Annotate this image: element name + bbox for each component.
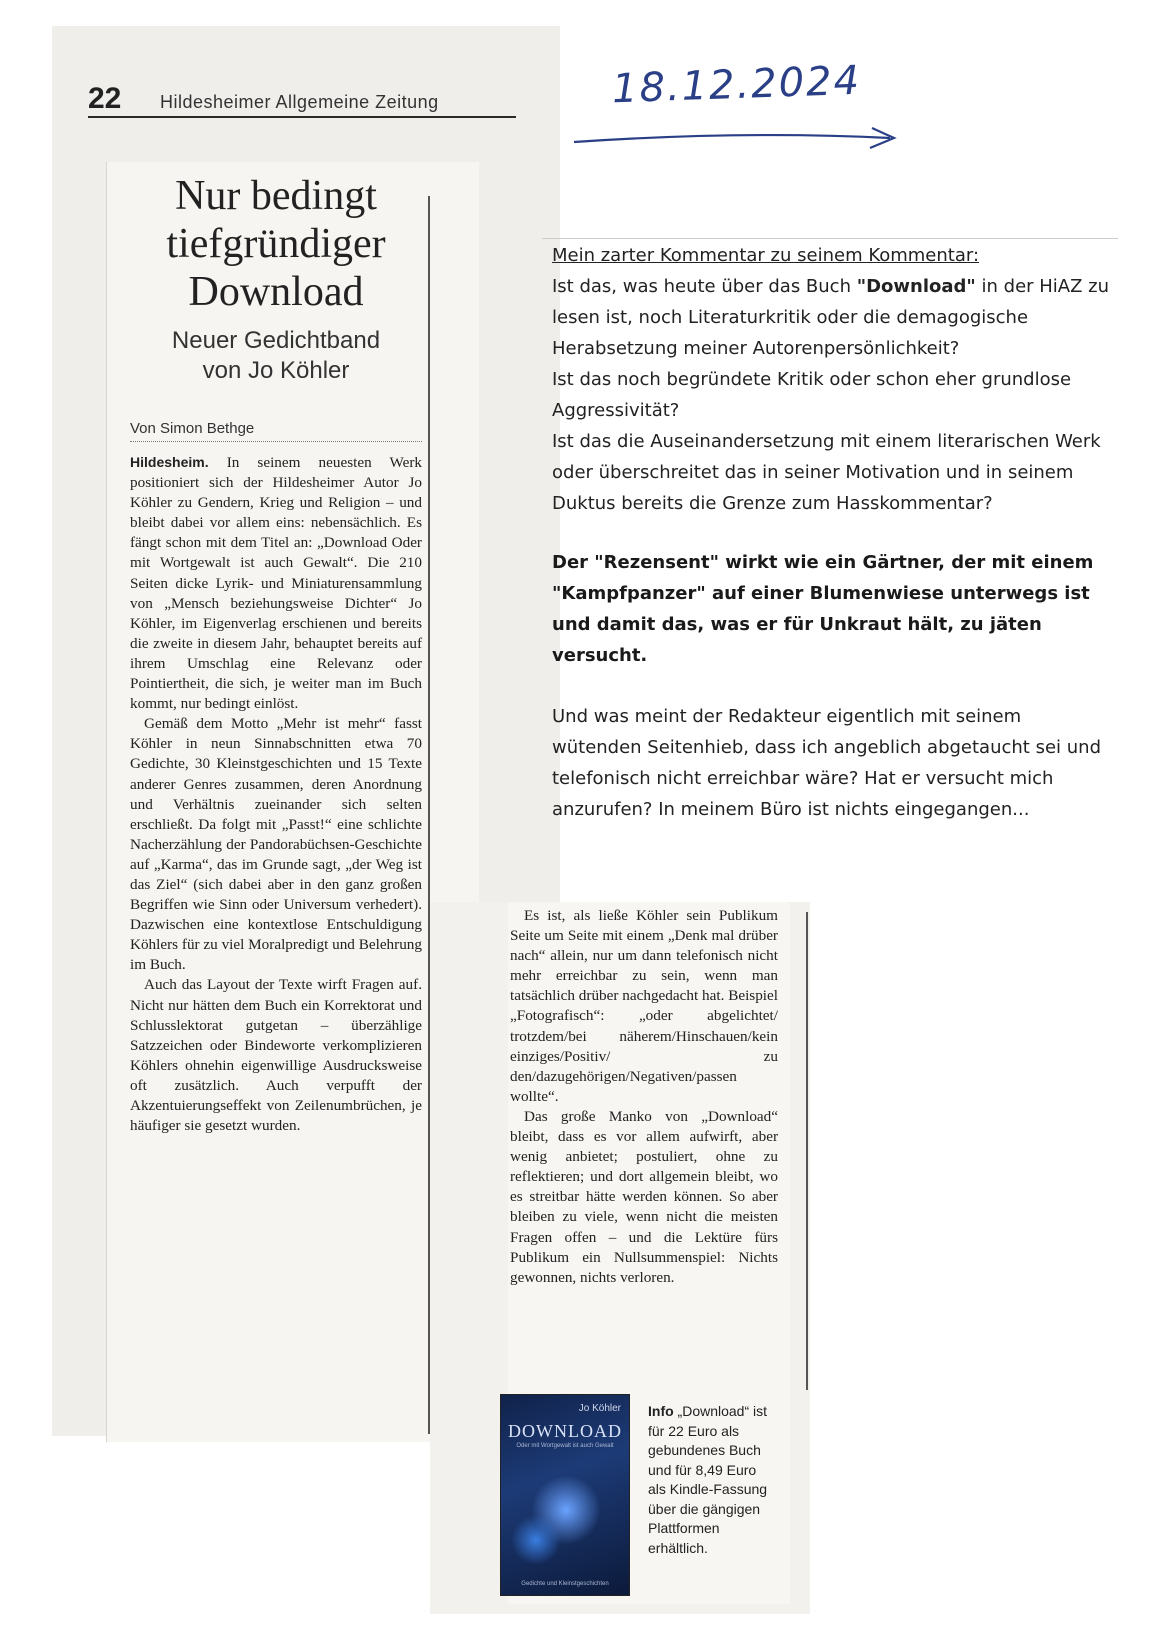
headline-line-2: tiefgründiger [166,221,386,267]
comment-closing: Und was meint der Redakteur eigentlich mit seinem wütenden Seitenhieb, dass ich angeblich abgetaucht sei und telefonisch nicht erreichbar wäre? Hat er versucht mich anzurufen? In meinem Büro ist nichts eingegangen... [552,706,1101,820]
comment-top-rule [542,238,1118,239]
comment-question-1 [552,271,1116,364]
q1-book-title: "Download" [856,276,976,297]
cover-title: DOWNLOAD [508,1421,622,1441]
cover-footer: Gedichte und Kleinstgeschichten [521,1581,609,1587]
article-headline [130,172,422,316]
continued-paragraph-2: Das große Manko von „Download“ bleibt, dass es vor allem aufwirft, aber wenig anbietet; postuliert, ohne zu reflektieren; und dort allgemein bleibt, wo es streitbar hätte werden können. So aber bleiben zu viele, wenn nicht die meisten Fragen offen – und die Lektüre fürs Publikum ein Nullsummenspiel: Nichts gewonnen, nichts verloren. [510,1107,778,1286]
newspaper-masthead [88,82,516,118]
subhead-line-2: von Jo Köhler [202,357,350,384]
info-label: Info [648,1403,674,1419]
handwritten-date: 18.12.2024 [611,57,862,113]
review-article [130,172,422,1136]
book-cover-image [500,1394,630,1596]
column-rule-continued [806,912,808,1390]
handwritten-arrow-icon [572,126,902,156]
page-number: 22 [88,82,122,115]
continued-paragraph-1: Es ist, als ließe Köhler sein Publikum Seite um Seite mit einem „Denk mal drüber nach“ allein, nur um dann telefonisch nicht mehr erreichbar zu sein, wenn man tatsächlich drüber nachgedacht hat. Beispiel „Fotografisch“: „oder abgelichtet/ trotzdem/bei näherem/Hinschauen/kein einziges/Positiv/ zu den/dazugehörigen/Negativen/passen wollte“. [510,907,778,1105]
headline-line-3: Download [188,269,364,315]
cover-subtitle: Oder mit Wortgewalt ist auch Gewalt [516,1443,614,1449]
paragraph-text: In seinem neuesten Werk positioniert sich der Hildesheimer Autor Jo Köhler zu Gendern, Krieg und Religion – und bleibt dabei vor allem eins: nebensächlich. Es fängt schon mit dem Titel an: „Download Oder mit Wortgewalt ist auch Gewalt“. Die 210 Seiten dicke Lyrik- und Miniaturensammlung von „Mensch beziehungsweise Dichter“ Jo Köhler, im Eigenverlag erschienen und bereits die zweite in diesem Jahr, behauptet bereits auf ihrem Umschlag eine Relevanz oder Pointiertheit, die sich, je weiter man im Buch kommt, nur bedingt einlöst. [130,454,422,713]
article-paragraph-3: Auch das Layout der Texte wirft Fragen auf. Nicht nur hätten dem Buch ein Korrektorat und Schlusslektorat gutgetan – überzählige Satzzeichen oder Bindeworte verkomplizieren Köhlers ohnehin eigenwillige Ausdrucksweise oft zusätzlich. Auch verpufft der Akzentuierungseffekt von Zeilenumbrüchen, je häufiger sie gesetzt wurden. [130,976,422,1135]
q1-post: in der HiAZ zu lesen ist, noch Literaturkritik oder die demagogische Herabsetzung meiner Autorenpersönlichkeit? [552,276,1110,359]
dateline: Hildesheim. [130,454,209,470]
comment-bold-statement: Der "Rezensent" wirkt wie ein Gärtner, der mit einem "Kampfpanzer" auf einer Blumenwiese unterwegs ist und damit das, was er für Unkraut hält, zu jäten versucht. [552,552,1094,666]
cover-author: Jo Köhler [578,1403,621,1414]
subhead-line-1: Neuer Gedichtband [171,327,381,354]
article-paragraph-1 [130,452,422,714]
author-comment [552,240,1116,825]
info-box [648,1402,768,1558]
article-subhead [130,326,422,386]
article-body [130,452,422,1136]
q1-pre: Ist das, was heute über das Buch [552,276,857,297]
comment-question-2: Ist das noch begründete Kritik oder schon eher grundlose Aggressivität? [552,369,1072,421]
cover-glow [511,1515,561,1565]
headline-line-1: Nur bedingt [175,173,377,219]
comment-title: Mein zarter Kommentar zu seinem Kommentar: [552,245,980,266]
article-byline: Von Simon Bethge [130,420,422,442]
article-continuation [510,906,778,1288]
comment-question-3: Ist das die Auseinandersetzung mit einem literarischen Werk oder überschreitet das in seiner Motivation und in seinem Duktus bereits die Grenze zum Hasskommentar? [552,431,1101,514]
article-paragraph-2: Gemäß dem Motto „Mehr ist mehr“ fasst Köhler in neun Sinnabschnitten etwa 70 Gedichte, 30 Kleinstgeschichten und 15 Texte anderer Genres zusammen, deren Anordnung und Verhältnis zueinander sich selten erschließt. Da folgt mit „Passt!“ eine schlichte Nacherzählung der Pandorabüchsen-Geschichte auf „Karma“, das im Grunde sagt, „der Weg ist das Ziel“ (sich dabei aber in den ganz großen Begriffen wie Sinn oder Universum verhedert). Dazwischen eine kontextlose Entschuldigung Köhlers für zu viel Moralpredigt und Belehrung im Buch. [130,715,422,974]
info-text: „Download“ ist für 22 Euro als gebundenes Buch und für 8,49 Euro als Kindle-Fassung über die gängigen Plattformen erhältlich. [648,1403,768,1556]
newspaper-name: Hildesheimer Allgemeine Zeitung [160,92,439,112]
